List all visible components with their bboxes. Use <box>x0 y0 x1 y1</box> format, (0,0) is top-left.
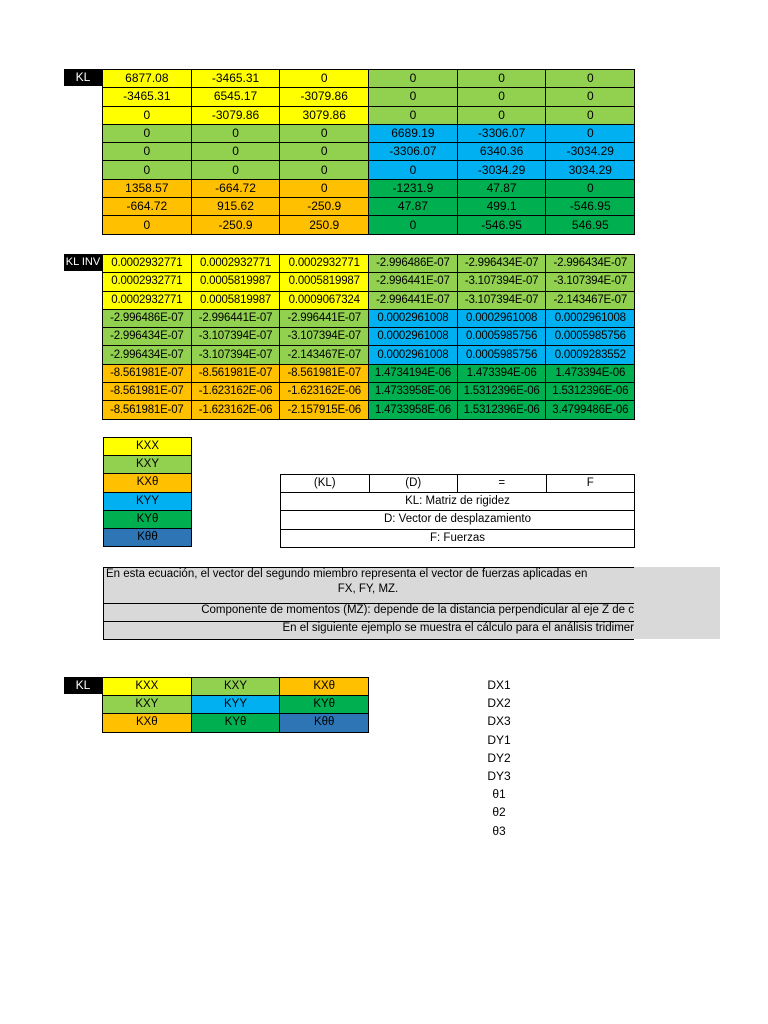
kl-matrix <box>102 69 635 235</box>
kl-row <box>103 179 635 197</box>
klinv-row <box>103 291 635 309</box>
kl-cell: 0 <box>546 106 635 124</box>
kl2-cell-kxy: KXY <box>103 696 192 714</box>
kl-cell: 3079.86 <box>280 106 369 124</box>
formula-def-kl: KL: Matriz de rigidez <box>281 493 635 511</box>
klinv-cell: 0.0005985756 <box>546 328 635 346</box>
dof-item: θ3 <box>492 823 506 838</box>
kl-cell: 0 <box>369 216 458 234</box>
kl2-cell-kytheta: KYθ <box>191 714 280 732</box>
klinv-cell: 0.0002932771 <box>103 291 192 309</box>
klinv-cell: -1.623162E-06 <box>280 383 369 401</box>
klinv-cell: -2.996486E-07 <box>103 309 192 327</box>
legend-kxx: KXX <box>104 438 192 456</box>
kl-cell: 0 <box>546 88 635 106</box>
klinv-cell: 1.473394E-06 <box>457 364 546 382</box>
kl-block-matrix <box>102 677 369 733</box>
kl-cell: -250.9 <box>191 216 280 234</box>
formula-header-kl: (KL) <box>281 475 370 493</box>
formula-header-equals: = <box>458 475 547 493</box>
klinv-row <box>103 309 635 327</box>
kl-cell: -3079.86 <box>280 88 369 106</box>
kl-row <box>103 124 635 142</box>
klinv-cell: 1.5312396E-06 <box>457 383 546 401</box>
klinv-cell: -2.996441E-07 <box>369 291 458 309</box>
klinv-cell: -2.996441E-07 <box>191 309 280 327</box>
klinv-cell: 0.0002961008 <box>457 309 546 327</box>
legend-kxtheta: KXθ <box>104 474 192 492</box>
kl2-label: KL <box>64 677 102 694</box>
note-line-2: FX, FY, MZ. <box>337 583 399 595</box>
klinv-cell: -3.107394E-07 <box>457 291 546 309</box>
note-border-bottom <box>103 639 634 640</box>
klinv-cell: -3.107394E-07 <box>191 346 280 364</box>
klinv-row <box>103 346 635 364</box>
legend-kthetatheta: Kθθ <box>104 528 192 546</box>
legend-kxy: KXY <box>104 456 192 474</box>
kl2-cell-kxx: KXX <box>103 678 192 696</box>
klinv-cell: -2.996434E-07 <box>457 255 546 273</box>
kl2-cell-kxy: KXY <box>191 678 280 696</box>
kl-cell: 6689.19 <box>369 124 458 142</box>
kl-cell: 0 <box>457 106 546 124</box>
kl-cell: 6545.17 <box>191 88 280 106</box>
kl-cell: 0 <box>191 161 280 179</box>
klinv-row <box>103 328 635 346</box>
kl-cell: 0 <box>103 143 192 161</box>
kl-cell: -546.95 <box>457 216 546 234</box>
kl-cell: 0 <box>280 179 369 197</box>
note-line-3: Componente de momentos (MZ): depende de la distancia perpendicular al eje Z de c <box>201 604 634 616</box>
kl-cell: -664.72 <box>191 179 280 197</box>
kl-cell: 0 <box>280 70 369 88</box>
kl-cell: -3306.07 <box>457 124 546 142</box>
klinv-cell: 0.0005819987 <box>191 291 280 309</box>
kl-row <box>103 216 635 234</box>
kl2-cell-kyy: KYY <box>191 696 280 714</box>
formula-header-f: F <box>546 475 635 493</box>
klinv-cell: -3.107394E-07 <box>457 273 546 291</box>
klinv-cell: 0.0002961008 <box>369 346 458 364</box>
klinv-cell: -3.107394E-07 <box>191 328 280 346</box>
kl-row <box>103 70 635 88</box>
dof-item: DX2 <box>487 696 511 711</box>
note-border-mid1 <box>103 603 634 604</box>
note-border-top <box>103 567 634 568</box>
klinv-cell: -8.561981E-07 <box>103 401 192 419</box>
kl-cell: -3306.07 <box>369 143 458 161</box>
kl-cell: 47.87 <box>457 179 546 197</box>
kl-cell: 0 <box>369 70 458 88</box>
klinv-cell: -2.996441E-07 <box>369 273 458 291</box>
klinv-cell: -2.996441E-07 <box>280 309 369 327</box>
klinv-label: KL INV <box>64 254 102 271</box>
klinv-cell: -8.561981E-07 <box>191 364 280 382</box>
dof-item: θ2 <box>492 805 506 820</box>
dof-item: DY3 <box>487 768 511 783</box>
kl-cell: 250.9 <box>280 216 369 234</box>
kl-cell: 546.95 <box>546 216 635 234</box>
note-line-4: En el siguiente ejemplo se muestra el cálculo para el análisis tridimer <box>282 622 634 634</box>
kl-cell: 6877.08 <box>103 70 192 88</box>
kl-label: KL <box>64 69 102 86</box>
note-block-2 <box>103 603 720 621</box>
klinv-cell: -2.143467E-07 <box>280 346 369 364</box>
klinv-cell: 0.0009067324 <box>280 291 369 309</box>
klinv-cell: 0.0005985756 <box>457 328 546 346</box>
klinv-cell: 0.0002932771 <box>103 255 192 273</box>
color-legend <box>103 437 192 547</box>
legend-kytheta: KYθ <box>104 510 192 528</box>
kl-cell: 0 <box>103 124 192 142</box>
klinv-cell: 1.4734194E-06 <box>369 364 458 382</box>
kl-row <box>103 143 635 161</box>
kl-cell: 3034.29 <box>546 161 635 179</box>
klinv-row <box>103 255 635 273</box>
klinv-cell: -2.157915E-06 <box>280 401 369 419</box>
formula-def-f: F: Fuerzas <box>281 529 635 547</box>
note-block-3 <box>103 621 720 639</box>
dof-item: DX3 <box>487 714 511 729</box>
note-border-left <box>103 567 104 639</box>
kl-cell: -3465.31 <box>103 88 192 106</box>
dof-item: DX1 <box>487 678 511 692</box>
formula-def-d: D: Vector de desplazamiento <box>281 511 635 529</box>
klinv-cell: 0.0005819987 <box>191 273 280 291</box>
klinv-matrix <box>102 254 635 420</box>
klinv-row <box>103 383 635 401</box>
klinv-cell: 0.0002932771 <box>280 255 369 273</box>
kl-row <box>103 88 635 106</box>
kl-cell: 0 <box>280 143 369 161</box>
kl-cell: -546.95 <box>546 198 635 216</box>
klinv-cell: -1.623162E-06 <box>191 401 280 419</box>
kl-cell: 0 <box>457 88 546 106</box>
klinv-cell: 0.0002961008 <box>369 309 458 327</box>
kl2-cell-kytheta: KYθ <box>280 696 369 714</box>
klinv-cell: 0.0002932771 <box>191 255 280 273</box>
kl-cell: 0 <box>369 88 458 106</box>
kl-cell: 1358.57 <box>103 179 192 197</box>
klinv-cell: 0.0005985756 <box>457 346 546 364</box>
dof-list <box>469 676 529 840</box>
kl-cell: 0 <box>280 161 369 179</box>
klinv-cell: 0.0002932771 <box>103 273 192 291</box>
klinv-cell: -2.143467E-07 <box>546 291 635 309</box>
klinv-cell: -2.996486E-07 <box>369 255 458 273</box>
kl2-cell-kxtheta: KXθ <box>280 678 369 696</box>
kl-cell: 0 <box>103 106 192 124</box>
kl-cell: 499.1 <box>457 198 546 216</box>
kl-cell: -3034.29 <box>457 161 546 179</box>
note-block-1 <box>103 567 720 603</box>
kl-row <box>103 106 635 124</box>
klinv-cell: 1.4733958E-06 <box>369 383 458 401</box>
klinv-cell: -3.107394E-07 <box>280 328 369 346</box>
kl-cell: -3079.86 <box>191 106 280 124</box>
kl-cell: 0 <box>103 216 192 234</box>
kl-cell: -1231.9 <box>369 179 458 197</box>
klinv-cell: 1.5312396E-06 <box>457 401 546 419</box>
formula-header-d: (D) <box>369 475 458 493</box>
dof-item: DY2 <box>487 750 511 765</box>
kl2-cell-kthetatheta: Kθθ <box>280 714 369 732</box>
kl-cell: 0 <box>369 161 458 179</box>
note-border-mid2 <box>103 621 634 622</box>
klinv-cell: -1.623162E-06 <box>191 383 280 401</box>
kl-cell: 6340.36 <box>457 143 546 161</box>
kl-cell: -664.72 <box>103 198 192 216</box>
kl-cell: 0 <box>103 161 192 179</box>
kl-row <box>103 161 635 179</box>
kl-cell: -3465.31 <box>191 70 280 88</box>
kl-cell: 0 <box>191 124 280 142</box>
klinv-row <box>103 364 635 382</box>
klinv-cell: -3.107394E-07 <box>546 273 635 291</box>
kl-cell: 0 <box>457 70 546 88</box>
kl2-cell-kxtheta: KXθ <box>103 714 192 732</box>
kl-cell: -3034.29 <box>546 143 635 161</box>
kl-cell: 915.62 <box>191 198 280 216</box>
klinv-cell: -8.561981E-07 <box>103 383 192 401</box>
kl-cell: 0 <box>546 179 635 197</box>
klinv-cell: 0.0009283552 <box>546 346 635 364</box>
note-line-1: En esta ecuación, el vector del segundo miembro representa el vector de fuerzas aplicadas en <box>106 568 588 580</box>
klinv-cell: 1.5312396E-06 <box>546 383 635 401</box>
klinv-cell: -2.996434E-07 <box>103 328 192 346</box>
klinv-cell: 0.0002961008 <box>369 328 458 346</box>
kl-row <box>103 198 635 216</box>
klinv-row <box>103 401 635 419</box>
kl-cell: 47.87 <box>369 198 458 216</box>
klinv-cell: 1.473394E-06 <box>546 364 635 382</box>
kl-cell: 0 <box>369 106 458 124</box>
klinv-cell: -8.561981E-07 <box>103 364 192 382</box>
formula-table <box>280 474 635 548</box>
kl-cell: 0 <box>546 124 635 142</box>
klinv-cell: 0.0002961008 <box>546 309 635 327</box>
dof-item: θ1 <box>492 787 506 802</box>
klinv-cell: -2.996434E-07 <box>103 346 192 364</box>
klinv-cell: 1.4733958E-06 <box>369 401 458 419</box>
kl-cell: 0 <box>280 124 369 142</box>
dof-item: DY1 <box>487 732 511 747</box>
klinv-cell: 0.0005819987 <box>280 273 369 291</box>
klinv-cell: 3.4799486E-06 <box>546 401 635 419</box>
klinv-cell: -8.561981E-07 <box>280 364 369 382</box>
kl-cell: 0 <box>546 70 635 88</box>
legend-kyy: KYY <box>104 492 192 510</box>
klinv-cell: -2.996434E-07 <box>546 255 635 273</box>
kl-cell: -250.9 <box>280 198 369 216</box>
kl-cell: 0 <box>191 143 280 161</box>
klinv-row <box>103 273 635 291</box>
